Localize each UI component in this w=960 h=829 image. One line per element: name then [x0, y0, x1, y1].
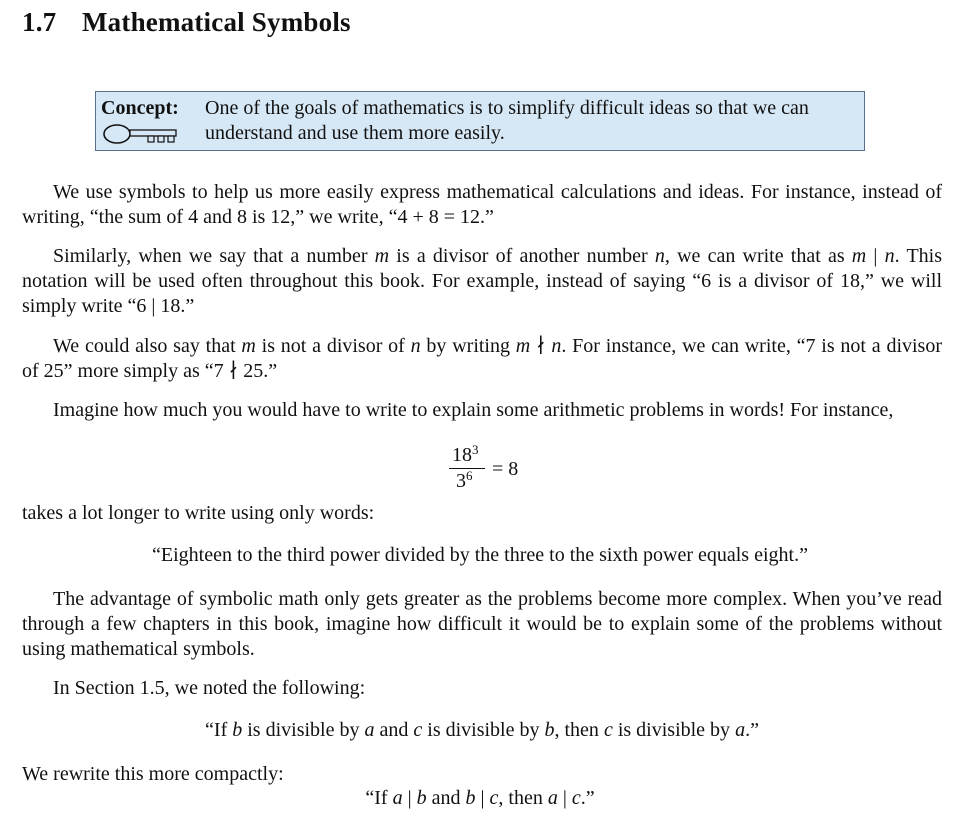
concept-text: One of the goals of mathematics is to simplify difficult ideas so that we can understand and use them more easily.	[205, 97, 809, 144]
paragraph-symbols-intro: We use symbols to help us more easily express mathematical calculations and ideas. For instance, instead of writing, “the sum of 4 and 8 is 12,” we write, “4 + 8 = 12.”	[22, 181, 942, 228]
paragraph-rewrite: We rewrite this more compactly:	[22, 763, 284, 785]
section-number: 1.7	[22, 7, 57, 37]
paragraph-advantage: The advantage of symbolic math only gets greater as the problems become more complex. When you’ve read through a few chapters in this book, imagine how difficult it would be to explain some of the problems without using mathematical symbols.	[22, 588, 942, 660]
quote-compact: “If a | b and b | c, then a | c.”	[365, 787, 595, 809]
concept-box	[95, 91, 865, 151]
paragraph-takes-longer: takes a lot longer to write using only words:	[22, 502, 375, 524]
fraction-numerator: $18^3$	[452, 442, 479, 466]
paragraph-not-divisor: We could also say that m is not a divisor of n by writing m ∤ n. For instance, we can write, “7 is not a divisor of 25” more simply as “7 ∤ 25.”	[22, 335, 942, 382]
section-heading	[22, 7, 351, 37]
fraction-equation	[446, 443, 566, 493]
section-title: Mathematical Symbols	[82, 7, 351, 37]
paragraph-imagine: Imagine how much you would have to write to explain some arithmetic problems in words! For instance,	[53, 399, 894, 421]
concept-label: Concept:	[101, 97, 179, 119]
equation-rhs: = 8	[492, 458, 519, 480]
key-icon	[102, 123, 180, 145]
quote-words: “Eighteen to the third power divided by the three to the sixth power equals eight.”	[152, 544, 808, 566]
fraction-denominator: $3^6$	[456, 468, 473, 492]
paragraph-divisor-notation: Similarly, when we say that a number m is a divisor of another number n, we can write that as m | n. This notation will be used often throughout this book. For example, instead of saying “6 is a divisor of 18,” we will simply write “6 | 18.”	[22, 245, 943, 317]
quote-divisibility: “If b is divisible by a and c is divisible by b, then c is divisible by a.”	[205, 719, 759, 741]
paragraph-section-ref: In Section 1.5, we noted the following:	[53, 677, 366, 699]
